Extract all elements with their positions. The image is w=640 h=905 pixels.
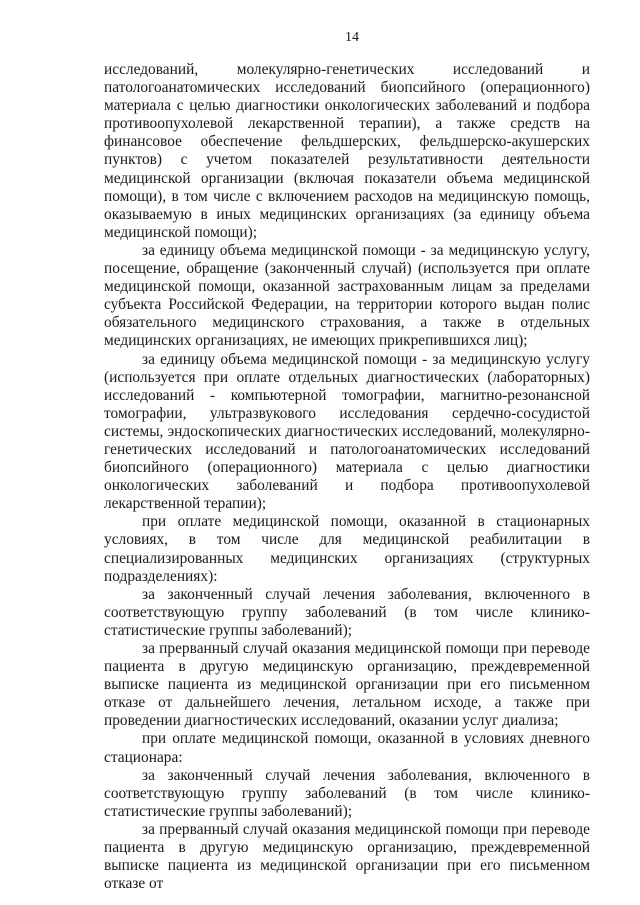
paragraph: за прерванный случай оказания медицинской помощи при переводе пациента в другую медицинскую организацию, преждевременной выписке пациента из медицинской организации при его письменном отказе от (104, 820, 590, 893)
paragraph: за единицу объема медицинской помощи - за медицинскую услугу (используется при оплате отдельных диагностических (лабораторных) исследований - компьютерной томографии, магнитно-резонансной томографии, ультразвукового исследования сердечно-сосудистой системы, эндоскопических диагностических исследований, молекулярно-генетических исследований и патологоанатомических исследований биопсийного (операционного) материала с целью диагностики онкологических заболеваний и подбора противоопухолевой лекарственной терапии); (104, 350, 590, 513)
paragraph: за единицу объема медицинской помощи - за медицинскую услугу, посещение, обращение (законченный случай) (используется при оплате медицинской помощи, оказанной застрахованным лицам за пределами субъекта Российской Федерации, на территории которого выдан полис обязательного медицинского страхования, а также в отдельных медицинских организациях, не имеющих прикрепившихся лиц); (104, 241, 590, 350)
paragraph: за прерванный случай оказания медицинской помощи при переводе пациента в другую медицинскую организацию, преждевременной выписке пациента из медицинской организации при его письменном отказе от дальнейшего лечения, летальном исходе, а также при проведении диагностических исследований, оказании услуг диализа; (104, 640, 590, 730)
page-number: 14 (345, 30, 359, 45)
paragraph: при оплате медицинской помощи, оказанной в условиях дневного стационара: (104, 730, 590, 766)
paragraph: при оплате медицинской помощи, оказанной в стационарных условиях, в том числе для медицинской реабилитации в специализированных медицинских организациях (структурных подразделениях): (104, 513, 590, 585)
body-text (104, 61, 590, 893)
paragraph: за законченный случай лечения заболевания, включенного в соответствующую группу заболеваний (в том числе клинико-статистические группы заболеваний); (104, 585, 590, 639)
paragraph-continuation: исследований, молекулярно-генетических исследований и патологоанатомических исследований биопсийного (операционного) материала с целью диагностики онкологических заболеваний и подбора противоопухолевой лекарственной терапии), а также средств на финансовое обеспечение фельдшерских, фельдшерско-акушерских пунктов) с учетом показателей результативности деятельности медицинской организации (включая показатели объема медицинской помощи), в том числе с включением расходов на медицинскую помощь, оказываемую в иных медицинских организациях (за единицу объема медицинской помощи); (104, 61, 590, 241)
paragraph: за законченный случай лечения заболевания, включенного в соответствующую группу заболеваний (в том числе клинико-статистические группы заболеваний); (104, 766, 590, 820)
